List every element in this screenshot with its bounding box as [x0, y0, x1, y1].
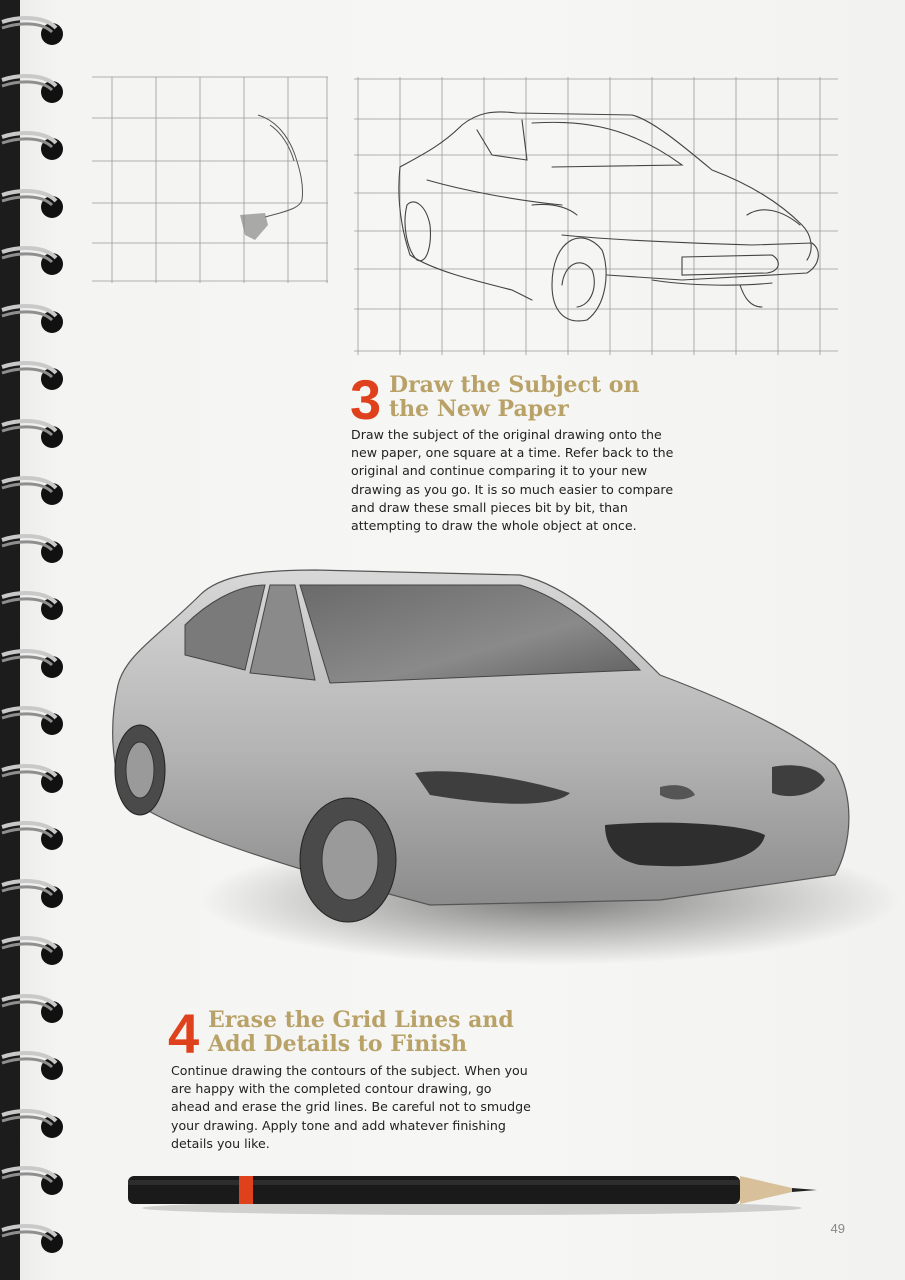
binding-ring [0, 532, 70, 566]
step-3-title-line-2: the New Paper [389, 396, 569, 422]
binding-ring [0, 187, 70, 221]
binding-ring [0, 934, 70, 968]
pencil-icon [122, 1168, 822, 1218]
binding-ring [0, 704, 70, 738]
shaded-car-drawing [100, 555, 900, 985]
pencil-wood-tip [740, 1176, 792, 1204]
step-4-number: 4 [168, 1002, 200, 1065]
pencil-band [239, 1176, 253, 1204]
binding-ring [0, 417, 70, 451]
binding-ring [0, 1049, 70, 1083]
step-4-title [208, 1008, 514, 1056]
car-rear-hubcap [126, 742, 154, 798]
step-4-title-line-2: Add Details to Finish [208, 1031, 467, 1057]
binding-ring [0, 819, 70, 853]
binding-ring [0, 302, 70, 336]
page-number: 49 [830, 1221, 845, 1236]
binding-ring [0, 1107, 70, 1141]
step-3-title [389, 373, 639, 421]
binding-ring [0, 762, 70, 796]
car-windshield [300, 585, 640, 683]
grid-car-contour [352, 75, 842, 357]
binding-ring [0, 1222, 70, 1256]
pencil-lead [792, 1188, 817, 1192]
binding-ring [0, 877, 70, 911]
step-3-number: 3 [350, 368, 382, 431]
step-4-body: Continue drawing the contours of the subject. When you are happy with the completed contour drawing, go ahead and erase the grid lines. Be careful not to smudge your drawing. Apply tone and add whatever finishing details you like. [171, 1063, 531, 1151]
binding-ring [0, 14, 70, 48]
binding-ring [0, 647, 70, 681]
step-3-body: Draw the subject of the original drawing onto the new paper, one square at a time. Refer back to the original and continue comparing it to your new drawing as you go. It is so much easier to compare and draw these small pieces bit by bit, than attempting to draw the whole object at once. [351, 427, 674, 534]
binding-ring [0, 359, 70, 393]
binding-ring [0, 992, 70, 1026]
binding-ring [0, 72, 70, 106]
car-front-hubcap [322, 820, 378, 900]
binding-ring [0, 474, 70, 508]
step-4-title-line-1: Erase the Grid Lines and [208, 1007, 514, 1033]
binding-ring [0, 1164, 70, 1198]
binding-ring [0, 589, 70, 623]
binding-ring [0, 244, 70, 278]
grid-sketch-small [90, 75, 330, 285]
binding-ring [0, 129, 70, 163]
step-3-title-line-1: Draw the Subject on [389, 372, 640, 398]
